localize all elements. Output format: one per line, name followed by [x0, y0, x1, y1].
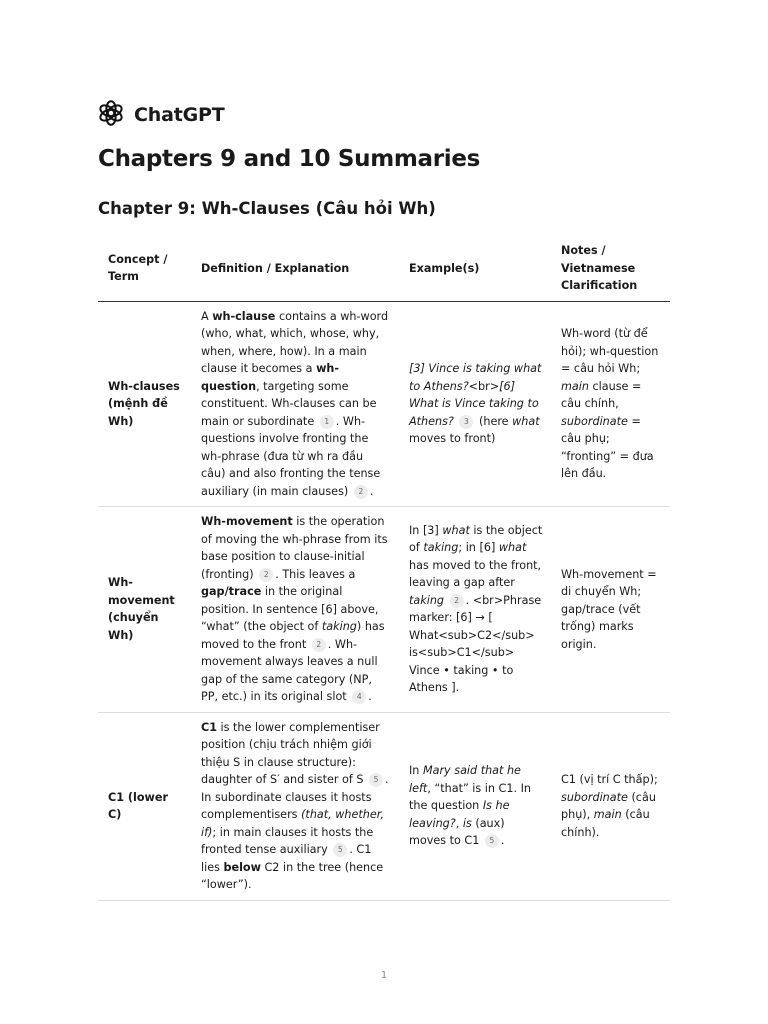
definition-cell: A wh-clause contains a wh-word (who, what, which, whose, why, when, where, how). In a main clause it becomes a wh-question, targeting some constituent. Wh-clauses can be main or subordinate 1 . Wh-questions involve fronting the wh-phrase (đưa từ wh ra đầu câu) and also fronting the tense auxiliary (in main clauses) 2 . — [191, 301, 399, 507]
italic-text: main — [561, 379, 589, 393]
italic-text: what — [512, 414, 540, 428]
italic-text: Mary said that he left — [409, 764, 521, 795]
italic-text: taking — [423, 541, 459, 555]
example-cell: [3] Vince is taking what to Athens?<br>[6] What is Vince taking to Athens? 3 (here what moves to front) — [399, 301, 551, 507]
table-row — [98, 507, 670, 713]
header-notes: Notes / Vietnamese Clarification — [551, 236, 670, 301]
citation-badge[interactable]: 2 — [450, 594, 464, 608]
openai-logo-icon — [98, 100, 124, 130]
header-concept: Concept / Term — [98, 236, 191, 301]
italic-text: subordinate — [561, 790, 628, 804]
italic-text: is — [462, 816, 472, 830]
notes-cell: C1 (vị trí C thấp); subordinate (câu phụ), main (câu chính). — [551, 712, 670, 900]
citation-badge[interactable]: 4 — [352, 690, 366, 704]
term-cell: Wh-clauses (mệnh đề Wh) — [98, 301, 191, 507]
citation-badge[interactable]: 2 — [354, 485, 368, 499]
citation-badge[interactable]: 5 — [333, 843, 347, 857]
table-row — [98, 301, 670, 507]
italic-text: what — [442, 523, 470, 537]
italic-text: taking — [321, 620, 357, 633]
term-cell: C1 (lower C) — [98, 712, 191, 900]
bold-text: wh-question — [201, 362, 340, 393]
brand — [98, 100, 224, 130]
page-title: Chapters 9 and 10 Summaries — [98, 146, 481, 172]
definition-cell: Wh-movement is the operation of moving the wh-phrase from its base position to clause-initial (fronting) 2 . This leaves a gap/trace in the original position. In sentence [6] above, “what” (the object of taking) has moved to the front 2 . Wh-movement always leaves a null gap of the same category (NP, PP, etc.) in its original slot 4 . — [191, 507, 399, 713]
notes-cell: Wh-movement = di chuyển Wh; gap/trace (vết trống) marks origin. — [551, 507, 670, 713]
italic-text: Is he leaving? — [409, 799, 510, 830]
bold-text: gap/trace — [201, 585, 262, 598]
notes-cell: Wh-word (từ để hỏi); wh-question = câu hỏi Wh; main clause = câu chính, subordinate = câu phụ; “fronting” = đưa lên đầu. — [551, 301, 670, 507]
citation-badge[interactable]: 3 — [459, 415, 473, 429]
summary-table — [98, 236, 670, 901]
italic-text: what — [498, 541, 527, 555]
header-example: Example(s) — [399, 236, 551, 301]
italic-text: main — [593, 808, 622, 821]
italic-text: subordinate — [561, 414, 628, 428]
table-row — [98, 712, 670, 900]
citation-badge[interactable]: 2 — [312, 638, 326, 652]
example-cell: In [3] what is the object of taking; in [6] what has moved to the front, leaving a gap after taking 2 . <br>Phrase marker: [6] → [ What<sub>C2</sub> is<sub>C1</sub> Vince • taking • to Athens ]. — [399, 507, 551, 713]
italic-text: [6] What is Vince taking to Athens? — [409, 379, 539, 428]
italic-text: taking — [409, 593, 445, 607]
definition-cell: C1 is the lower complementiser position (chịu trách nhiệm giới thiệu S in clause structure): daughter of S′ and sister of S 5 . In subordinate clauses it hosts complementisers (that, whether, if); in main clauses it hosts the fronted tense auxiliary 5 . C1 lies below C2 in the tree (hence “lower”). — [191, 712, 399, 900]
bold-text: Wh-movement — [201, 515, 293, 528]
italic-text: [3] Vince is taking what to Athens? — [409, 362, 542, 393]
example-cell: In Mary said that he left, “that” is in C1. In the question Is he leaving?, is (aux) moves to C1 5 . — [399, 712, 551, 900]
section-heading: Chapter 9: Wh-Clauses (Câu hỏi Wh) — [98, 199, 436, 218]
bold-text: C1 — [201, 720, 217, 734]
italic-text: (that, whether, if) — [201, 808, 384, 839]
header-definition: Definition / Explanation — [191, 236, 399, 301]
term-cell: Wh-movement (chuyển Wh) — [98, 507, 191, 713]
table-header-row — [98, 236, 670, 301]
citation-badge[interactable]: 5 — [369, 773, 383, 787]
citation-badge[interactable]: 5 — [485, 834, 499, 848]
brand-name: ChatGPT — [134, 104, 225, 126]
page-number: 1 — [380, 970, 388, 981]
bold-text: wh-clause — [212, 309, 276, 323]
citation-badge[interactable]: 1 — [320, 415, 334, 429]
citation-badge[interactable]: 2 — [259, 568, 273, 582]
bold-text: below — [223, 860, 261, 874]
